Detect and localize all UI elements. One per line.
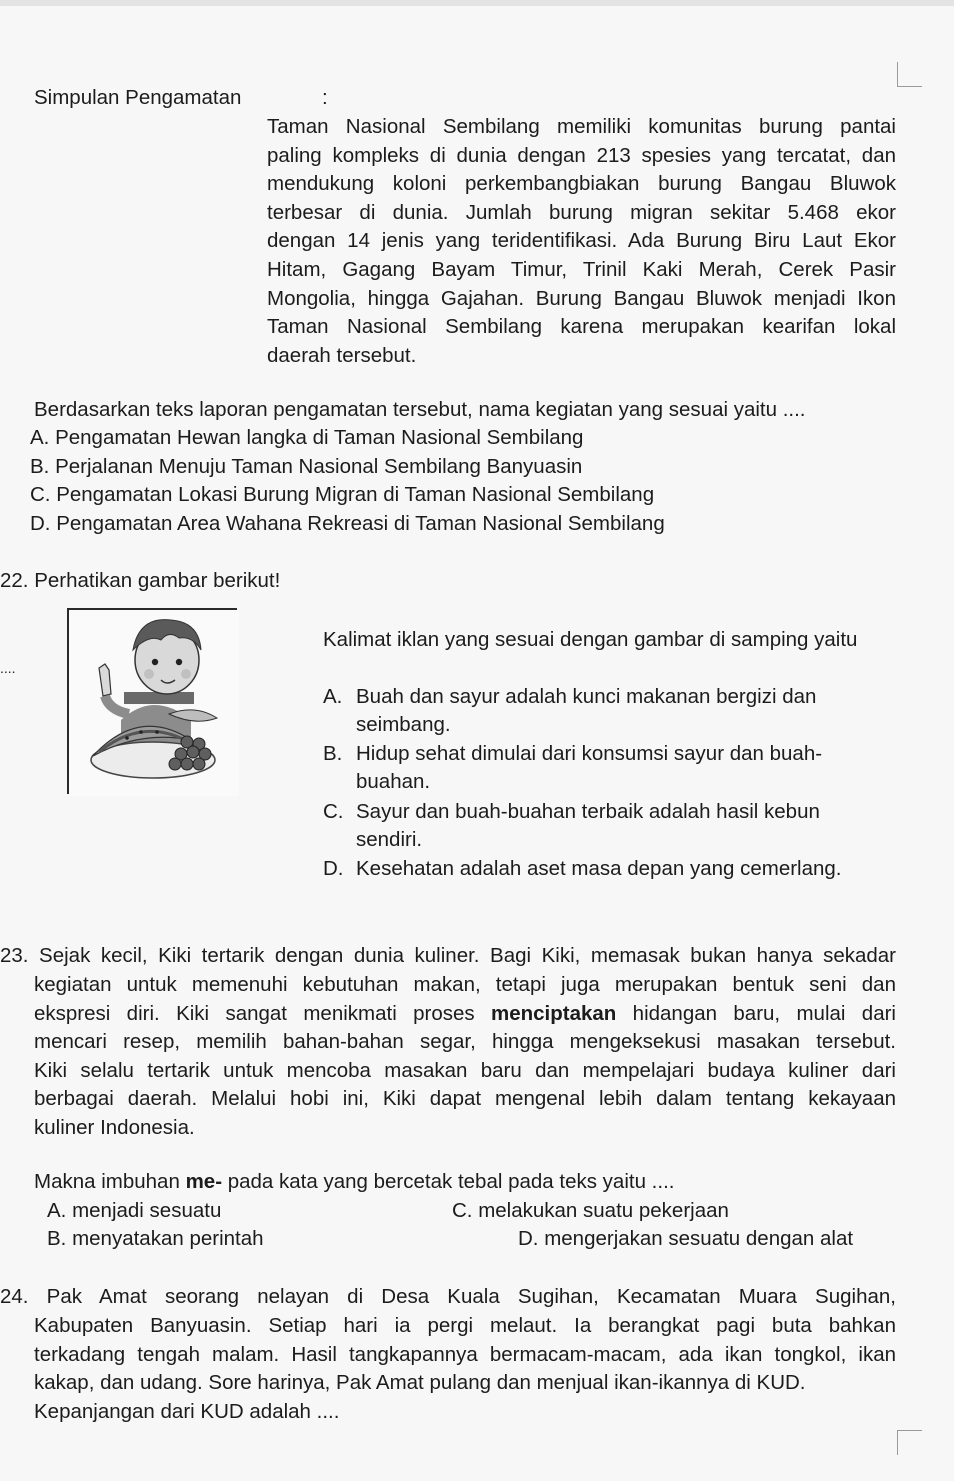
simpulan-line: mendukung koloni perkembangbiakan burung Bangau Bluwok — [267, 172, 896, 196]
option-letter: B. — [323, 742, 343, 765]
q23-question-text: Makna imbuhan — [34, 1170, 186, 1193]
q21-option-a[interactable]: A. Pengamatan Hewan langka di Taman Nasional Sembilang — [30, 426, 584, 449]
q23-option-a[interactable]: A. menjadi sesuatu — [47, 1199, 222, 1222]
q21-option-b[interactable]: B. Perjalanan Menuju Taman Nasional Sembilang Banyuasin — [30, 454, 583, 478]
q24-line: Kepanjangan dari KUD adalah .... — [34, 1399, 340, 1423]
q23-option-c[interactable]: C. melakukan suatu pekerjaan — [452, 1199, 729, 1222]
q23-question — [34, 1168, 674, 1197]
q24-line: kakap, dan udang. Sore harinya, Pak Amat pulang dan menjual ikan-ikannya di KUD. — [34, 1371, 806, 1395]
option-text: Hidup sehat dimulai dari konsumsi sayur dan buah- — [356, 742, 823, 765]
q24-line: terkadang tengah malam. Hasil tangkapannya bermacam-macam, ada ikan tongkol, ikan — [34, 1342, 896, 1366]
option-text: Kesehatan adalah aset masa depan yang cemerlang. — [356, 857, 842, 880]
option-text: buahan. — [356, 770, 431, 793]
q23-line: 23. Sejak kecil, Kiki tertarik dengan dunia kuliner. Bagi Kiki, memasak bukan hanya sekadar — [0, 944, 896, 967]
simpulan-colon: : — [322, 86, 328, 109]
q23-line-with-bold — [34, 1000, 896, 1029]
q22-prompt-ellipsis: .... — [0, 660, 16, 676]
option-text: seimbang. — [356, 713, 451, 736]
q23-line: Kiki selalu tertarik untuk mencoba masakan baru dan mempelajari budaya kuliner dari — [34, 1058, 896, 1082]
q21-option-d[interactable]: D. Pengamatan Area Wahana Rekreasi di Taman Nasional Sembilang — [30, 511, 665, 535]
q22-title: 22. Perhatikan gambar berikut! — [0, 569, 281, 592]
simpulan-line: paling kompleks di dunia dengan 213 spesies yang tercatat, dan — [267, 143, 896, 167]
q23-line: berbagai daerah. Melalui hobi ini, Kiki dapat mengenal lebih dalam tentang kekayaan — [34, 1087, 896, 1111]
simpulan-line: terbesar di dunia. Jumlah burung migran sekitar 5.468 ekor — [267, 200, 896, 224]
option-text: sendiri. — [356, 828, 423, 851]
option-letter: A. — [323, 685, 343, 708]
q23-text: ekspresi diri. Kiki sangat menikmati proses — [34, 1001, 491, 1025]
option-letter: C. — [323, 800, 344, 823]
q23-line: kegiatan untuk memenuhi kebutuhan makan, tetapi juga merupakan bentuk seni dan — [34, 973, 896, 996]
q23-line: kuliner Indonesia. — [34, 1115, 195, 1139]
q24-paragraph — [34, 1312, 896, 1426]
q21-options — [30, 424, 665, 538]
q23-question-text: pada kata yang bercetak tebal pada teks yaitu .... — [222, 1170, 675, 1193]
q23-bold-word: menciptakan — [491, 1001, 617, 1025]
simpulan-line: Taman Nasional Sembilang karena merupakan kearifan lokal — [267, 315, 896, 339]
q24-line: Kabupaten Banyuasin. Setiap hari ia pergi melaut. Ia berangkat pagi buta bahkan — [34, 1314, 896, 1337]
option-text: Sayur dan buah-buahan terbaik adalah hasil kebun — [356, 800, 820, 823]
crop-mark-top — [897, 62, 922, 87]
crop-mark-bottom — [897, 1430, 922, 1455]
q24-line: 24. Pak Amat seorang nelayan di Desa Kuala Sugihan, Kecamatan Muara Sugihan, — [0, 1285, 896, 1308]
option-letter: D. — [323, 857, 344, 880]
simpulan-label: Simpulan Pengamatan — [34, 86, 242, 109]
q22-prompt: Kalimat iklan yang sesuai dengan gambar di samping yaitu — [323, 628, 858, 651]
q21-question: Berdasarkan teks laporan pengamatan tersebut, nama kegiatan yang sesuai yaitu .... — [34, 398, 806, 421]
simpulan-paragraph — [267, 113, 896, 370]
q23-option-b[interactable]: B. menyatakan perintah — [47, 1227, 264, 1250]
q21-option-c[interactable]: C. Pengamatan Lokasi Burung Migran di Taman Nasional Sembilang — [30, 483, 655, 507]
top-edge — [0, 0, 954, 6]
illustration-svg — [69, 610, 239, 796]
simpulan-line: Mongolia, hingga Gajahan. Burung Bangau Bluwok menjadi Ikon — [267, 286, 896, 310]
simpulan-line: dengan 14 jenis yang teridentifikasi. Ada Burung Biru Laut Ekor — [267, 229, 896, 253]
boy-eating-fruit-illustration — [67, 608, 237, 794]
simpulan-line: Hitam, Gagang Bayam Timur, Trinil Kaki Merah, Cerek Pasir — [267, 257, 896, 281]
q23-question-bold: me- — [185, 1170, 223, 1193]
option-text: Buah dan sayur adalah kunci makanan bergizi dan — [356, 685, 817, 708]
simpulan-line: Taman Nasional Sembilang memiliki komunitas burung pantai — [267, 115, 896, 138]
q23-option-d[interactable]: D. mengerjakan sesuatu dengan alat — [518, 1227, 854, 1250]
q23-paragraph — [34, 971, 896, 1143]
simpulan-line: daerah tersebut. — [267, 343, 417, 367]
q23-text: hidangan baru, mulai dari — [616, 1001, 896, 1025]
q23-line: mencari resep, memilih bahan-bahan segar, hingga mengeksekusi masakan tersebut. — [34, 1030, 896, 1054]
